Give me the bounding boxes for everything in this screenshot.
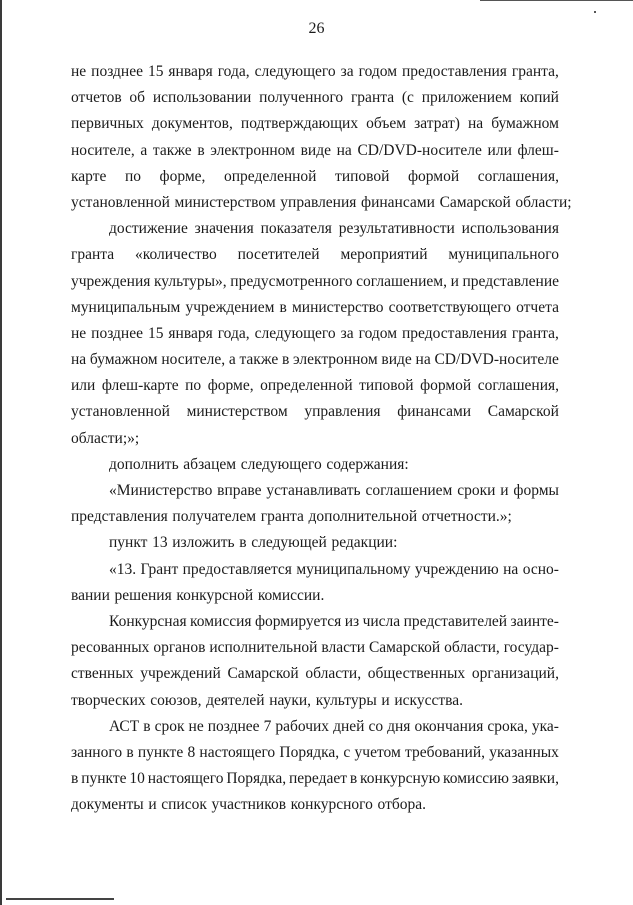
text-line bbox=[71, 164, 559, 190]
word: использования bbox=[461, 220, 559, 238]
word: министерством bbox=[186, 403, 288, 421]
word: не bbox=[188, 717, 204, 735]
word: дополнить bbox=[109, 455, 179, 473]
text-line bbox=[71, 85, 559, 111]
text-line bbox=[71, 242, 559, 268]
word: учреждением bbox=[185, 298, 275, 316]
word: настоящего bbox=[147, 770, 224, 788]
word: дня bbox=[387, 717, 411, 735]
word: культуры bbox=[315, 691, 377, 709]
word: комиссии. bbox=[257, 586, 325, 604]
word: комиссия bbox=[190, 612, 252, 630]
word: указанных bbox=[489, 743, 559, 761]
word: гранта, bbox=[511, 63, 559, 80]
word: определенной bbox=[223, 167, 317, 185]
word: в bbox=[349, 770, 358, 788]
word: использовании bbox=[152, 89, 252, 107]
word: получателем bbox=[172, 508, 257, 526]
word: Порядка, bbox=[226, 770, 287, 788]
word: сроки bbox=[457, 482, 496, 499]
word: и bbox=[148, 796, 157, 814]
word: государ- bbox=[503, 639, 559, 657]
word: «Министерство bbox=[109, 482, 213, 499]
word: документов, bbox=[151, 115, 233, 133]
word: комиссию bbox=[443, 770, 509, 788]
text-line bbox=[71, 321, 559, 347]
word: представление bbox=[462, 272, 559, 290]
word: следующего bbox=[254, 324, 336, 342]
word: представления bbox=[71, 508, 168, 526]
word: форме, bbox=[207, 377, 254, 395]
word: список bbox=[161, 796, 207, 814]
word: соглашением, bbox=[356, 272, 447, 290]
word: управления bbox=[304, 403, 381, 421]
word: вправе bbox=[217, 482, 262, 499]
word: дней bbox=[333, 717, 365, 735]
word: установленной bbox=[71, 403, 170, 421]
word: электронном bbox=[210, 141, 295, 159]
word: приложением bbox=[421, 89, 512, 107]
word: ственных bbox=[71, 665, 134, 683]
word: января bbox=[168, 63, 213, 80]
word: показателя bbox=[260, 220, 332, 238]
word: формируется bbox=[254, 612, 342, 630]
word: финансами bbox=[397, 403, 472, 421]
word: министерство bbox=[291, 298, 384, 316]
word: достижение bbox=[109, 220, 188, 238]
paragraph bbox=[71, 59, 572, 216]
word: в bbox=[126, 743, 134, 761]
word: установленной bbox=[71, 193, 170, 211]
word: срок bbox=[154, 717, 185, 735]
word: Самарской bbox=[487, 403, 559, 421]
word: позднее bbox=[207, 717, 260, 735]
word: гранта bbox=[71, 246, 115, 264]
word: отчета bbox=[516, 298, 559, 316]
word: объем bbox=[366, 115, 407, 133]
word: позднее bbox=[91, 324, 143, 342]
word: финансами bbox=[361, 193, 435, 211]
word: пункте bbox=[81, 770, 127, 788]
word: и bbox=[500, 482, 509, 499]
word: министерством bbox=[174, 193, 276, 211]
word: следующего bbox=[254, 63, 336, 80]
word: области; bbox=[515, 193, 572, 211]
word: виде bbox=[300, 141, 331, 159]
word: также bbox=[239, 351, 279, 369]
word: бумажном bbox=[491, 115, 559, 133]
text-line bbox=[71, 138, 559, 164]
word: 7 bbox=[263, 717, 272, 735]
word: а bbox=[228, 351, 236, 369]
word: в bbox=[197, 141, 205, 159]
text-line bbox=[71, 530, 559, 556]
word: Порядка, bbox=[279, 743, 340, 761]
word: следующей bbox=[251, 534, 327, 552]
word: соответствующего bbox=[388, 298, 511, 316]
word: за bbox=[340, 63, 354, 80]
word: общественных bbox=[367, 665, 466, 683]
word: муниципальным bbox=[71, 298, 181, 316]
word: годом bbox=[358, 324, 398, 342]
word: годом bbox=[358, 63, 398, 80]
word: 15 bbox=[147, 63, 164, 80]
word: заинте- bbox=[510, 612, 559, 630]
word: Самарской bbox=[368, 639, 441, 657]
word: с bbox=[343, 743, 351, 761]
paragraph bbox=[71, 609, 559, 714]
text-line bbox=[71, 661, 559, 687]
word: виде bbox=[381, 351, 412, 369]
word: CD/DVD-носителе bbox=[434, 351, 559, 369]
word: конкурсную bbox=[360, 770, 441, 788]
text-line bbox=[71, 399, 559, 425]
word: не bbox=[71, 324, 87, 342]
word: года, bbox=[217, 324, 250, 342]
document-body bbox=[71, 59, 572, 818]
word: результативности bbox=[338, 220, 455, 238]
word: или bbox=[71, 377, 96, 395]
word: в bbox=[239, 534, 247, 552]
word: флеш- bbox=[517, 141, 559, 159]
word: 8 bbox=[187, 743, 196, 761]
word: Конкурсная bbox=[109, 612, 187, 630]
word: Самарской bbox=[227, 665, 299, 683]
text-line bbox=[71, 295, 559, 321]
word: электронном bbox=[293, 351, 378, 369]
word: содержания: bbox=[326, 455, 409, 473]
word: 13 bbox=[152, 534, 168, 552]
page-number: 26 bbox=[308, 20, 325, 37]
word: ука- bbox=[531, 717, 559, 735]
word: в bbox=[143, 717, 151, 735]
word: карте bbox=[71, 167, 107, 185]
word: CD/DVD-носителе bbox=[357, 141, 482, 159]
text-line bbox=[71, 609, 559, 635]
word: на bbox=[336, 141, 352, 159]
word: об bbox=[129, 89, 146, 107]
word: за bbox=[340, 324, 354, 342]
text-line bbox=[71, 373, 559, 399]
word: деятелей bbox=[206, 691, 265, 709]
word: участников bbox=[211, 796, 287, 814]
word: организаций, bbox=[471, 665, 559, 683]
word: «13. bbox=[109, 560, 137, 578]
word: формы bbox=[513, 482, 559, 499]
paragraph bbox=[71, 452, 559, 478]
text-line bbox=[71, 190, 572, 216]
word: «количество bbox=[134, 246, 217, 264]
text-line bbox=[71, 583, 559, 609]
word: определенной bbox=[260, 377, 353, 395]
text-line bbox=[71, 740, 559, 766]
word: культуры», bbox=[153, 272, 227, 290]
word: области, bbox=[305, 665, 362, 683]
text-line bbox=[71, 347, 559, 373]
word: союзов, bbox=[150, 691, 202, 709]
word: гранта bbox=[350, 89, 395, 107]
word: исполнительной bbox=[209, 639, 318, 657]
paragraph bbox=[71, 557, 559, 609]
text-line bbox=[71, 557, 559, 583]
paragraph bbox=[71, 714, 559, 819]
word: 15 bbox=[147, 324, 164, 342]
text-line bbox=[71, 269, 559, 295]
word: по bbox=[185, 377, 202, 395]
scan-left-edge bbox=[0, 0, 2, 905]
word: отбора. bbox=[377, 796, 427, 814]
word: на bbox=[71, 351, 87, 369]
word: вании bbox=[71, 586, 110, 604]
word: копий bbox=[519, 89, 559, 107]
word: (с bbox=[401, 89, 414, 107]
word: конкурсного bbox=[290, 796, 373, 814]
word: на bbox=[467, 115, 484, 133]
word: значения bbox=[194, 220, 254, 238]
word: решения bbox=[114, 586, 172, 604]
word: формой bbox=[420, 377, 472, 395]
word: предоставления bbox=[402, 63, 507, 80]
word: гранта, bbox=[511, 324, 559, 342]
word: абзацем bbox=[183, 455, 237, 473]
word: окончания bbox=[414, 717, 484, 735]
word: муниципальному bbox=[296, 560, 411, 578]
word: флеш-карте bbox=[101, 377, 179, 395]
word: Самарской bbox=[439, 193, 511, 211]
word: требований, bbox=[405, 743, 486, 761]
word: подтверждающих bbox=[240, 115, 359, 133]
text-line bbox=[71, 792, 559, 818]
word: представителей bbox=[403, 612, 508, 630]
word: соглашения, bbox=[477, 167, 559, 185]
word: искусства. bbox=[394, 691, 463, 709]
word: отчетов bbox=[71, 89, 122, 107]
word: пункте bbox=[137, 743, 184, 761]
word: в bbox=[281, 351, 290, 369]
scan-speck bbox=[594, 11, 596, 13]
word: не bbox=[71, 63, 87, 80]
word: января bbox=[168, 324, 213, 342]
word: Грант bbox=[140, 560, 179, 578]
text-line bbox=[71, 688, 559, 714]
word: носителе, bbox=[71, 141, 135, 159]
word: учреждению bbox=[414, 560, 499, 578]
word: передает bbox=[288, 770, 347, 788]
word: предоставляется bbox=[182, 560, 292, 578]
word: органов bbox=[153, 639, 206, 657]
word: года, bbox=[217, 63, 250, 80]
paragraph bbox=[71, 216, 559, 452]
word: учетом bbox=[354, 743, 401, 761]
text-line bbox=[71, 426, 559, 452]
word: документы bbox=[71, 796, 144, 814]
word: затрат) bbox=[414, 115, 460, 133]
word: гранта bbox=[260, 508, 304, 526]
text-line bbox=[71, 714, 559, 740]
scan-bottom-mark bbox=[6, 898, 114, 900]
word: учреждения bbox=[71, 272, 151, 290]
word: следующего bbox=[240, 455, 322, 473]
word: области;»; bbox=[71, 429, 140, 447]
word: настоящего bbox=[199, 743, 276, 761]
word: посетителей bbox=[237, 246, 320, 264]
word: в bbox=[71, 770, 79, 788]
word: заявки, bbox=[511, 770, 559, 788]
text-line bbox=[71, 478, 559, 504]
word: отчетности.»; bbox=[421, 508, 512, 526]
word: числа bbox=[362, 612, 401, 630]
text-line bbox=[71, 59, 559, 85]
text-line bbox=[71, 452, 559, 478]
word: позднее bbox=[91, 63, 143, 80]
word: изложить bbox=[172, 534, 235, 552]
word: мероприятий bbox=[340, 246, 428, 264]
word: формой bbox=[407, 167, 460, 185]
word: из bbox=[344, 612, 360, 630]
word: науки, bbox=[269, 691, 312, 709]
word: на bbox=[415, 351, 431, 369]
text-line bbox=[71, 635, 559, 661]
word: дополнительной bbox=[308, 508, 418, 526]
word: соглашения, bbox=[477, 377, 559, 395]
word: устанавливать bbox=[266, 482, 361, 499]
word: осно- bbox=[522, 560, 559, 578]
paragraph bbox=[71, 530, 559, 556]
word: творческих bbox=[71, 691, 146, 709]
word: соглашением bbox=[365, 482, 453, 499]
word: предоставления bbox=[402, 324, 507, 342]
word: типовой bbox=[359, 377, 414, 395]
word: бумажном bbox=[89, 351, 158, 369]
word: а bbox=[140, 141, 148, 159]
word: со bbox=[368, 717, 384, 735]
word: муниципального bbox=[448, 246, 559, 264]
word: области, bbox=[444, 639, 500, 657]
word: по bbox=[124, 167, 141, 185]
word: также bbox=[152, 141, 192, 159]
word: типовой bbox=[335, 167, 390, 185]
word: первичных bbox=[71, 115, 144, 133]
word: власти bbox=[321, 639, 366, 657]
word: предусмотренного bbox=[230, 272, 353, 290]
word: конкурсной bbox=[176, 586, 254, 604]
word: рабочих bbox=[275, 717, 330, 735]
word: редакции: bbox=[331, 534, 398, 552]
word: полученного bbox=[259, 89, 344, 107]
text-line bbox=[71, 216, 559, 242]
word: в bbox=[279, 298, 287, 316]
text-line bbox=[71, 766, 559, 792]
word: пункт bbox=[109, 534, 148, 552]
word: 10 bbox=[129, 770, 145, 788]
word: и bbox=[450, 272, 459, 290]
word: форме, bbox=[159, 167, 206, 185]
scan-top-edge bbox=[480, 0, 633, 1]
word: и bbox=[381, 691, 390, 709]
word: учреждений bbox=[140, 665, 221, 683]
word: ресованных bbox=[71, 639, 150, 657]
word: или bbox=[487, 141, 512, 159]
word: управления bbox=[280, 193, 357, 211]
text-line bbox=[71, 111, 559, 137]
text-line bbox=[71, 504, 559, 530]
paragraph bbox=[71, 478, 559, 530]
word: носителе, bbox=[161, 351, 226, 369]
word: срока, bbox=[487, 717, 528, 735]
word: занного bbox=[71, 743, 123, 761]
word: на bbox=[503, 560, 519, 578]
word: АСТ bbox=[109, 717, 140, 735]
